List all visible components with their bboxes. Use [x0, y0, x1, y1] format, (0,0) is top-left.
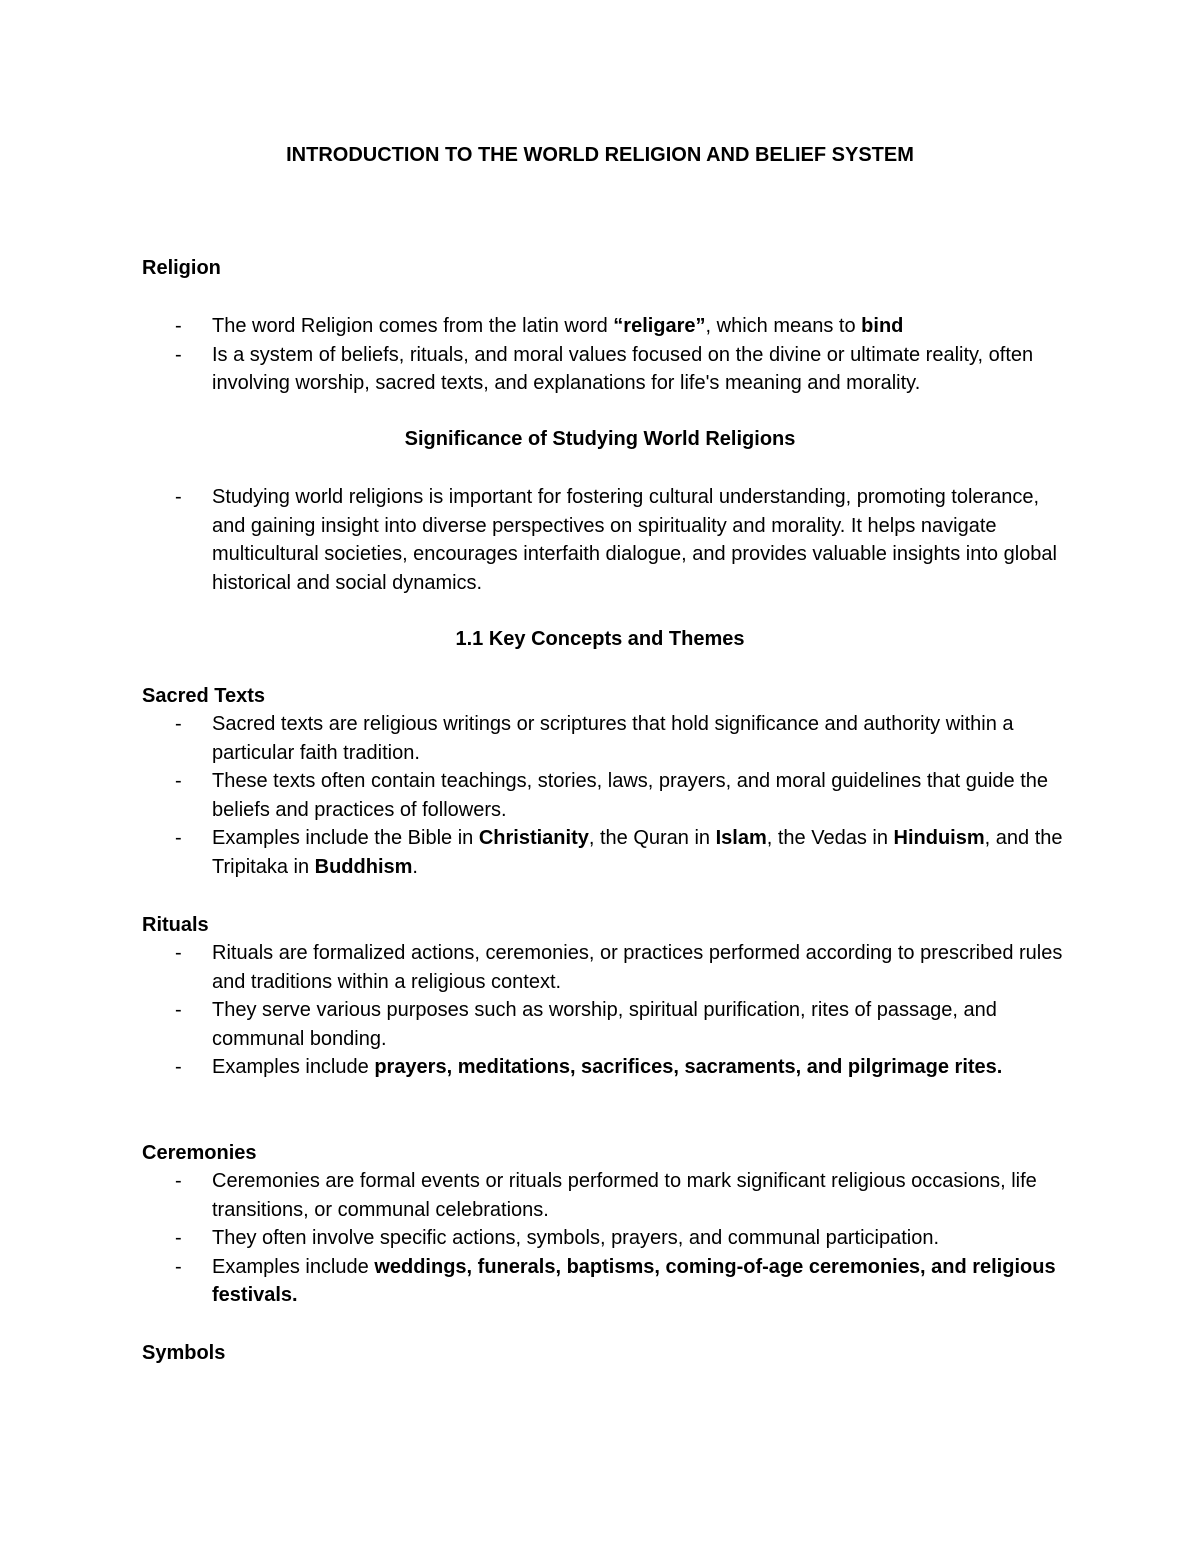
list-dash: -: [175, 1056, 182, 1078]
list-item: - Studying world religions is important for fostering cultural understanding, promoting tolerance, and gaining insight into diverse perspectives on spirituality and morality. It helps navigate multicultural societies, encourages interfaith dialogue, and provides valuable insights into global historical and social dynamics.: [142, 483, 1072, 597]
list-item: - Sacred texts are religious writings or scriptures that hold significance and authority within a particular faith tradition.: [142, 710, 1072, 767]
list-dash: -: [175, 315, 182, 337]
list-item: - They often involve specific actions, symbols, prayers, and communal participation.: [142, 1224, 1072, 1253]
list-dash: -: [175, 1255, 182, 1278]
list-item: - Ceremonies are formal events or rituals performed to mark significant religious occasions, life transitions, or communal celebrations.: [142, 1167, 1072, 1224]
list-item: - Examples include weddings, funerals, baptisms, coming-of-age ceremonies, and religious festivals.: [142, 1253, 1072, 1310]
list-item: - They serve various purposes such as worship, spiritual purification, rites of passage, and communal bonding.: [142, 996, 1072, 1053]
heading-significance: Significance of Studying World Religions: [404, 428, 796, 450]
list-dash: -: [175, 1170, 182, 1192]
list-dash: -: [175, 999, 182, 1021]
list-dash: -: [175, 942, 182, 964]
sacred-texts-list: [142, 710, 1072, 881]
list-item: - These texts often contain teachings, stories, laws, prayers, and moral guidelines that guide the beliefs and practices of followers.: [142, 767, 1072, 824]
list-dash: -: [175, 1227, 182, 1249]
religion-list: [142, 312, 1072, 398]
heading-key-concepts: 1.1 Key Concepts and Themes: [455, 628, 745, 650]
list-dash: -: [175, 486, 182, 508]
list-dash: -: [175, 827, 182, 849]
ceremonies-list: [142, 1167, 1072, 1310]
list-item: - The word Religion comes from the latin word “religare”, which means to bind: [142, 312, 1072, 341]
list-dash: -: [175, 770, 182, 792]
rituals-list: [142, 939, 1072, 1082]
list-dash: -: [175, 343, 182, 366]
list-item: - Is a system of beliefs, rituals, and moral values focused on the divine or ultimate reality, often involving worship, sacred texts, and explanations for life's meaning and morality.: [142, 341, 1072, 398]
heading-rituals: Rituals: [142, 914, 209, 936]
document-title: INTRODUCTION TO THE WORLD RELIGION AND BELIEF SYSTEM: [286, 144, 914, 166]
list-item: - Examples include the Bible in Christianity, the Quran in Islam, the Vedas in Hinduism, and the Tripitaka in Buddhism.: [142, 824, 1072, 881]
heading-ceremonies: Ceremonies: [142, 1142, 257, 1164]
list-item: - Examples include prayers, meditations, sacrifices, sacraments, and pilgrimage rites.: [142, 1053, 1072, 1082]
list-item: - Rituals are formalized actions, ceremonies, or practices performed according to prescribed rules and traditions within a religious context.: [142, 939, 1072, 996]
heading-sacred-texts: Sacred Texts: [142, 685, 266, 707]
list-dash: -: [175, 713, 182, 735]
heading-symbols: Symbols: [142, 1342, 226, 1364]
significance-list: [142, 483, 1072, 597]
heading-religion: Religion: [142, 257, 221, 279]
